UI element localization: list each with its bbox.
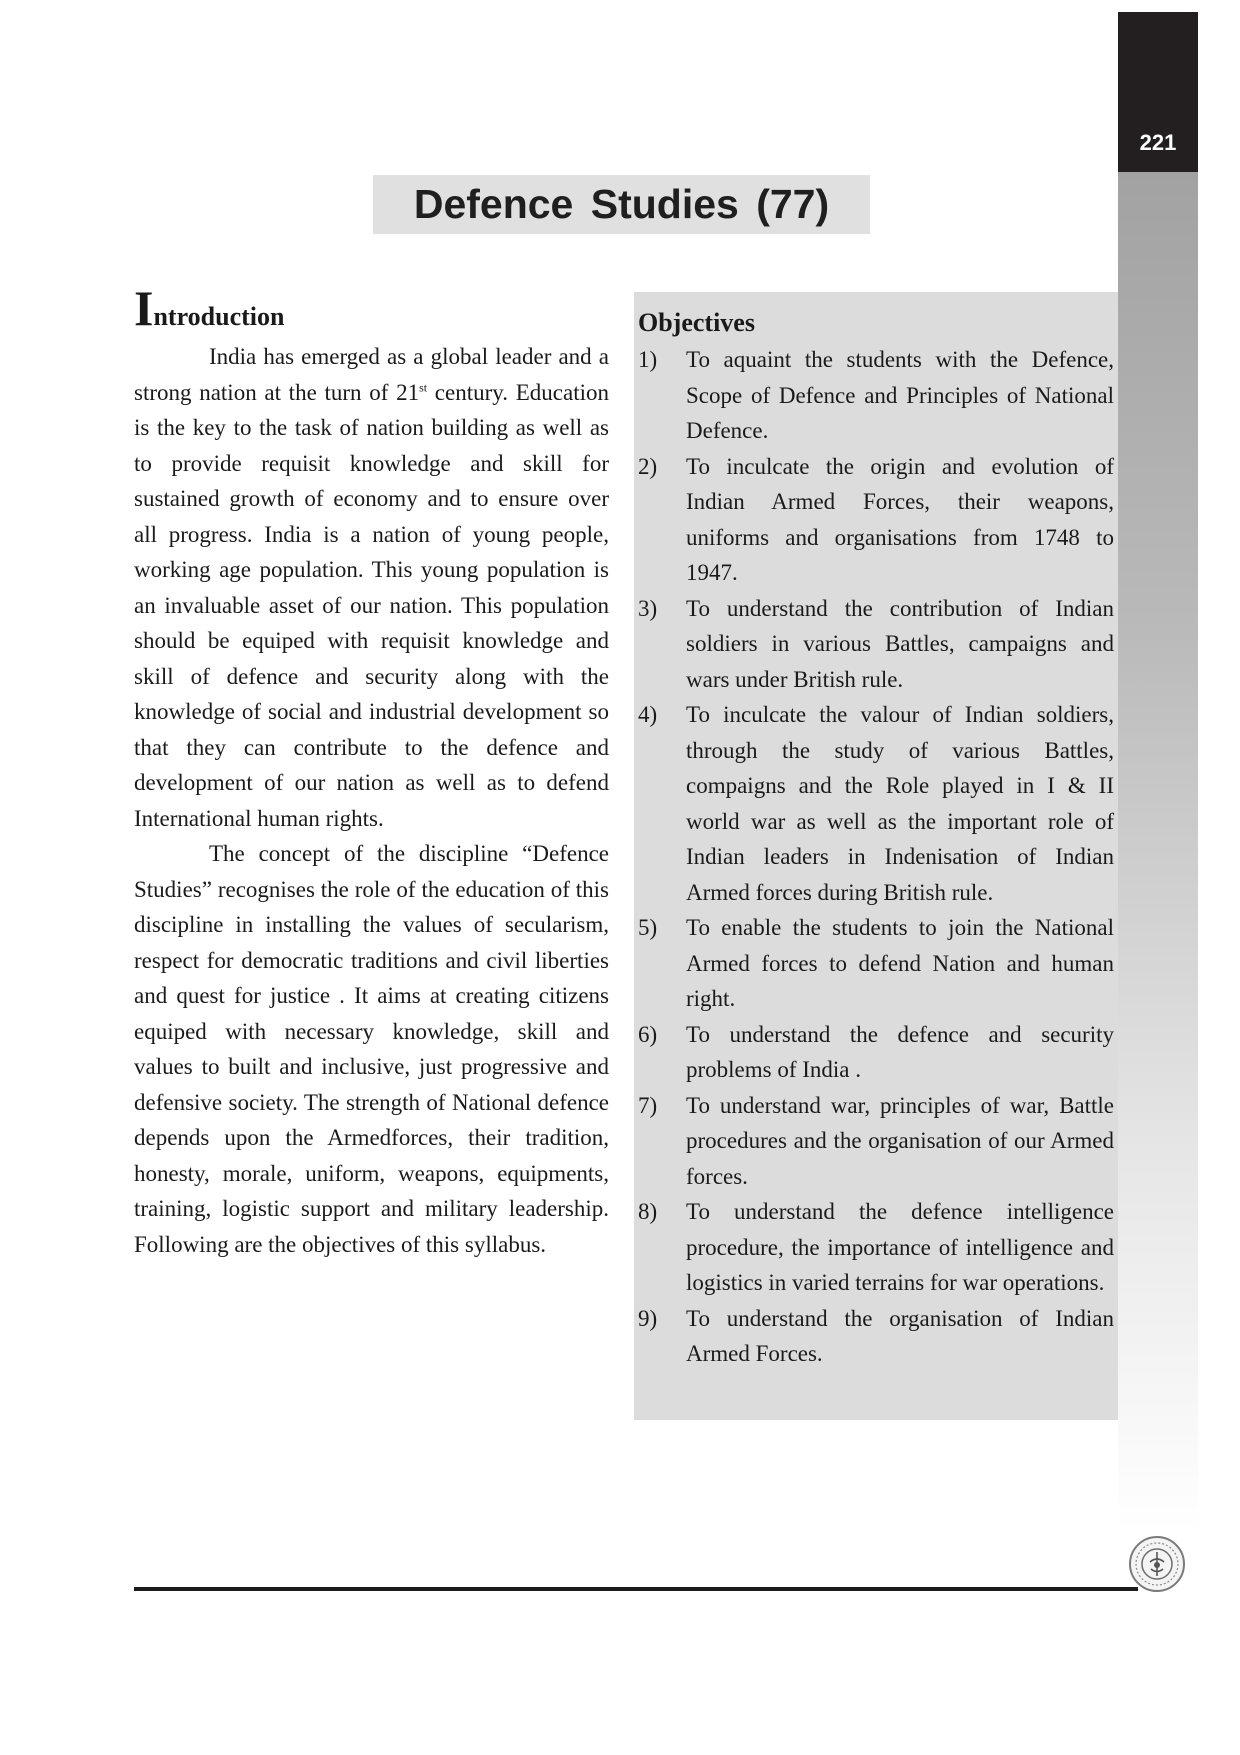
- objective-text: To aquaint the students with the Defence, Scope of Defence and Principles of National Defence.: [686, 347, 1114, 443]
- page-number: 221: [1139, 130, 1177, 155]
- footer-rule: [134, 1587, 1138, 1591]
- objective-text: To understand the defence intelligence procedure, the importance of intelligence and logistics in varied terrains for war operations.: [686, 1199, 1114, 1295]
- objective-text: To understand the contribution of Indian soldiers in various Battles, campaigns and wars under British rule.: [686, 595, 1114, 692]
- objective-item: [638, 449, 1114, 591]
- objectives-heading: Objectives: [638, 308, 755, 337]
- objective-number: 2): [638, 453, 658, 479]
- objectives-panel: [634, 292, 1118, 1420]
- objective-number: 4): [638, 702, 658, 727]
- introduction-heading: [134, 280, 609, 337]
- objective-text: To inculcate the valour of Indian soldiers, through the study of various Battles, compaigns and the Role played in I & II world war as well as the important role of Indian leaders in Indenisation of Indian Armed forces during British rule.: [686, 702, 1114, 905]
- side-gradient-strip: [1118, 12, 1198, 1532]
- introduction-section: [134, 280, 609, 1262]
- objective-text: To understand the organisation of Indian Armed Forces.: [686, 1305, 1114, 1366]
- page-title: Defence Studies (77): [413, 181, 830, 227]
- title-box: [373, 175, 870, 234]
- objective-number: 5): [638, 915, 658, 940]
- objective-item: [638, 1017, 1114, 1088]
- objective-number: 9): [638, 1305, 658, 1331]
- objective-text: To enable the students to join the National Armed forces to defend Nation and human right.: [686, 915, 1114, 1011]
- objective-number: 6): [638, 1021, 658, 1047]
- heading-initial: I: [134, 280, 154, 336]
- objective-item: [638, 1088, 1114, 1195]
- heading-rest: ntroduction: [153, 302, 285, 331]
- introduction-paragraph-2: The concept of the discipline “Defence Studies” recognises the role of the education of this discipline in installing the values of secularism, respect for democratic traditions and civil liberties and quest for justice . It aims at creating citizens equiped with necessary knowledge, skill and values to built and inclusive, just progressive and defensive society. The strength of National defence depends upon the Armedforces, their tradition, honesty, morale, uniform, weapons, equipments, training, logistic support and military leadership. Following are the objectives of this syllabus.: [134, 841, 609, 1257]
- objective-item: [638, 342, 1114, 449]
- objective-item: [638, 1194, 1114, 1301]
- objectives-list: [638, 342, 1114, 1372]
- objective-item: [638, 1301, 1114, 1372]
- objective-number: 1): [638, 347, 658, 372]
- objective-item: [638, 697, 1114, 910]
- objective-number: 7): [638, 1092, 658, 1118]
- objective-item: [638, 910, 1114, 1017]
- introduction-paragraph-1: India has emerged as a global leader and a strong nation at the turn of 21st century. Education is the key to the task of nation building as well as to provide requisit knowledge and skill for sustained growth of economy and to ensure over all progress. India is a nation of young people, working age population. This young population is an invaluable asset of our nation. This population should be equiped with requisit knowledge and skill of defence and security along with the knowledge of social and industrial development so that they can contribute to the defence and development of our nation as well as to defend International human rights.: [134, 344, 609, 831]
- page-number-tab: [1118, 12, 1198, 172]
- objective-number: 3): [638, 595, 658, 621]
- objective-text: To understand the defence and security problems of India .: [686, 1021, 1114, 1082]
- seal-emblem-icon: [1127, 1534, 1187, 1594]
- objective-number: 8): [638, 1199, 658, 1224]
- objective-text: To inculcate the origin and evolution of Indian Armed Forces, their weapons, uniforms and organisations from 1748 to 1947.: [686, 453, 1114, 585]
- objective-item: [638, 591, 1114, 698]
- objective-text: To understand war, principles of war, Battle procedures and the organisation of our Armed forces.: [686, 1092, 1114, 1189]
